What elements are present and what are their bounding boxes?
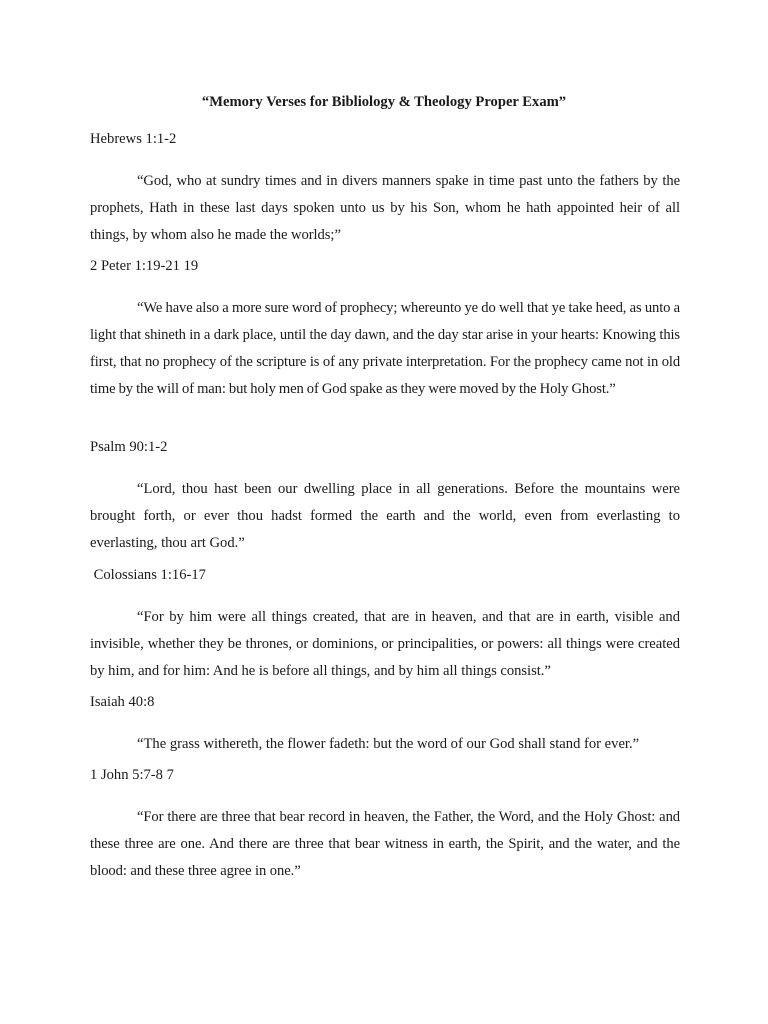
verse-section-1-john	[90, 766, 680, 885]
verse-section-hebrews	[90, 130, 680, 249]
verse-reference: 1 John 5:7-8 7	[90, 767, 174, 783]
verse-text: “God, who at sundry times and in divers manners spake in time past unto the fathers by the prophets, Hath in these last days spoken unto us by his Son, whom he hath appointed heir of all things, by whom also he made the worlds;”	[90, 173, 680, 243]
verse-section-psalm	[90, 438, 680, 557]
verse-text: “For there are three that bear record in heaven, the Father, the Word, and the Holy Ghost: and these three are one. And there are three that bear witness in earth, the Spirit, and the water, and the blood: and these three agree in one.”	[90, 809, 680, 879]
verse-section-2-peter	[90, 257, 680, 403]
verse-section-colossians	[90, 566, 680, 685]
verse-text: “The grass withereth, the flower fadeth: but the word of our God shall stand for ever.”	[137, 736, 640, 752]
verse-reference: Isaiah 40:8	[90, 694, 155, 710]
verse-text: “For by him were all things created, that are in heaven, and that are in earth, visible and invisible, whether they be thrones, or dominions, or principalities, or powers: all things were created by him, and for him: And he is before all things, and by him all things consist.”	[90, 609, 680, 679]
verse-text: “We have also a more sure word of prophecy; whereunto ye do well that ye take heed, as unto a light that shineth in a dark place, until the day dawn, and the day star arise in your hearts: Knowing this first, that no prophecy of the scripture is of any private interpretation. For the prophecy came not in old time by the will of man: but holy men of God spake as they were moved by the Holy Ghost.”	[90, 300, 680, 397]
document-title: “Memory Verses for Bibliology & Theology Proper Exam”	[201, 94, 567, 110]
verse-reference: 2 Peter 1:19-21 19	[90, 258, 199, 274]
verse-reference: Hebrews 1:1-2	[90, 131, 177, 147]
verse-section-isaiah	[90, 693, 680, 758]
verse-text: “Lord, thou hast been our dwelling place in all generations. Before the mountains were brought forth, or ever thou hadst formed the earth and the world, even from everlasting to everlasting, thou art God.”	[90, 481, 680, 551]
verse-reference: Psalm 90:1-2	[90, 439, 168, 455]
verse-reference: Colossians 1:16-17	[90, 567, 206, 583]
